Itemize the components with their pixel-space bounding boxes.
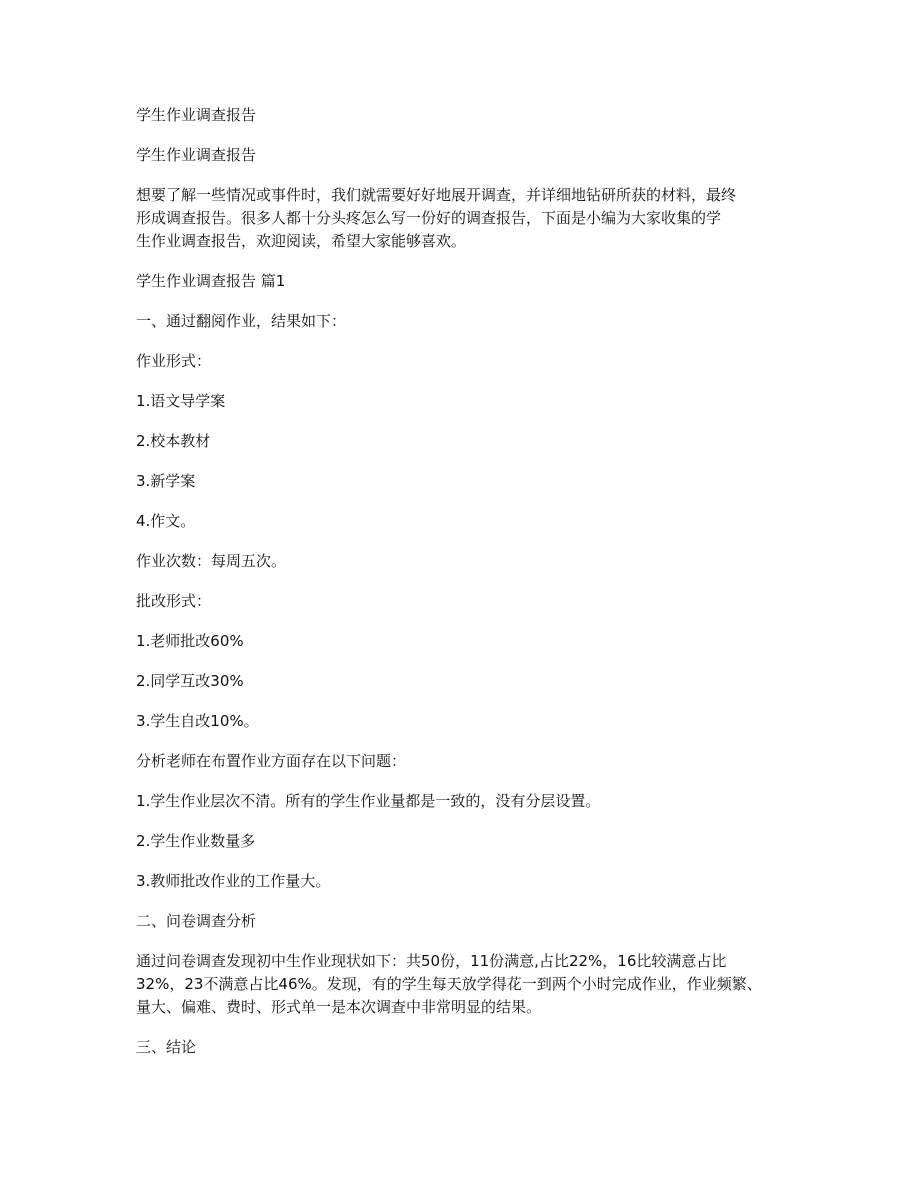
intro-paragraph [136,184,816,253]
grading-item: 1.老师批改60% [136,632,244,650]
intro-line: 生作业调查报告，欢迎阅读，希望大家能够喜欢。 [136,232,467,250]
intro-line: 形成调查报告。很多人都十分头疼怎么写一份好的调查报告，下面是小编为大家收集的学 [136,209,722,227]
document-page [136,104,816,1076]
part1-heading: 一、通过翻阅作业，结果如下： [136,312,347,330]
survey-line: 通过问卷调查发现初中生作业现状如下：共50份，11份满意,占比22%，16比较满意占比 [136,952,727,970]
grading-item: 3.学生自改10%。 [136,712,259,730]
survey-line: 32%，23不满意占比46%。发现，有的学生每天放学得花一到两个小时完成作业，作业频繁、 [136,975,762,993]
intro-line: 想要了解一些情况或事件时，我们就需要好好地展开调查，并详细地钻研所获的材料，最终 [136,186,737,204]
grading-label: 批改形式： [136,592,212,610]
form-item: 1.语文导学案 [136,392,226,410]
problems-label: 分析老师在布置作业方面存在以下问题： [136,752,407,770]
survey-line: 量大、偏难、费时、形式单一是本次调查中非常明显的结果。 [136,998,542,1016]
problem-item: 3.教师批改作业的工作量大。 [136,872,331,890]
forms-label: 作业形式： [136,352,212,370]
document-subtitle: 学生作业调查报告 [136,146,257,164]
problem-item: 2.学生作业数量多 [136,832,256,850]
part2-heading: 二、问卷调查分析 [136,912,257,930]
problem-item: 1.学生作业层次不清。所有的学生作业量都是一致的，没有分层设置。 [136,792,601,810]
form-item: 3.新学案 [136,472,196,490]
survey-paragraph [136,950,816,1019]
section-heading: 学生作业调查报告 篇1 [136,272,286,290]
frequency-text: 作业次数：每周五次。 [136,552,287,570]
grading-item: 2.同学互改30% [136,672,244,690]
form-item: 2.校本教材 [136,432,211,450]
part3-heading: 三、结论 [136,1038,197,1056]
document-title: 学生作业调查报告 [136,106,257,124]
form-item: 4.作文。 [136,512,196,530]
